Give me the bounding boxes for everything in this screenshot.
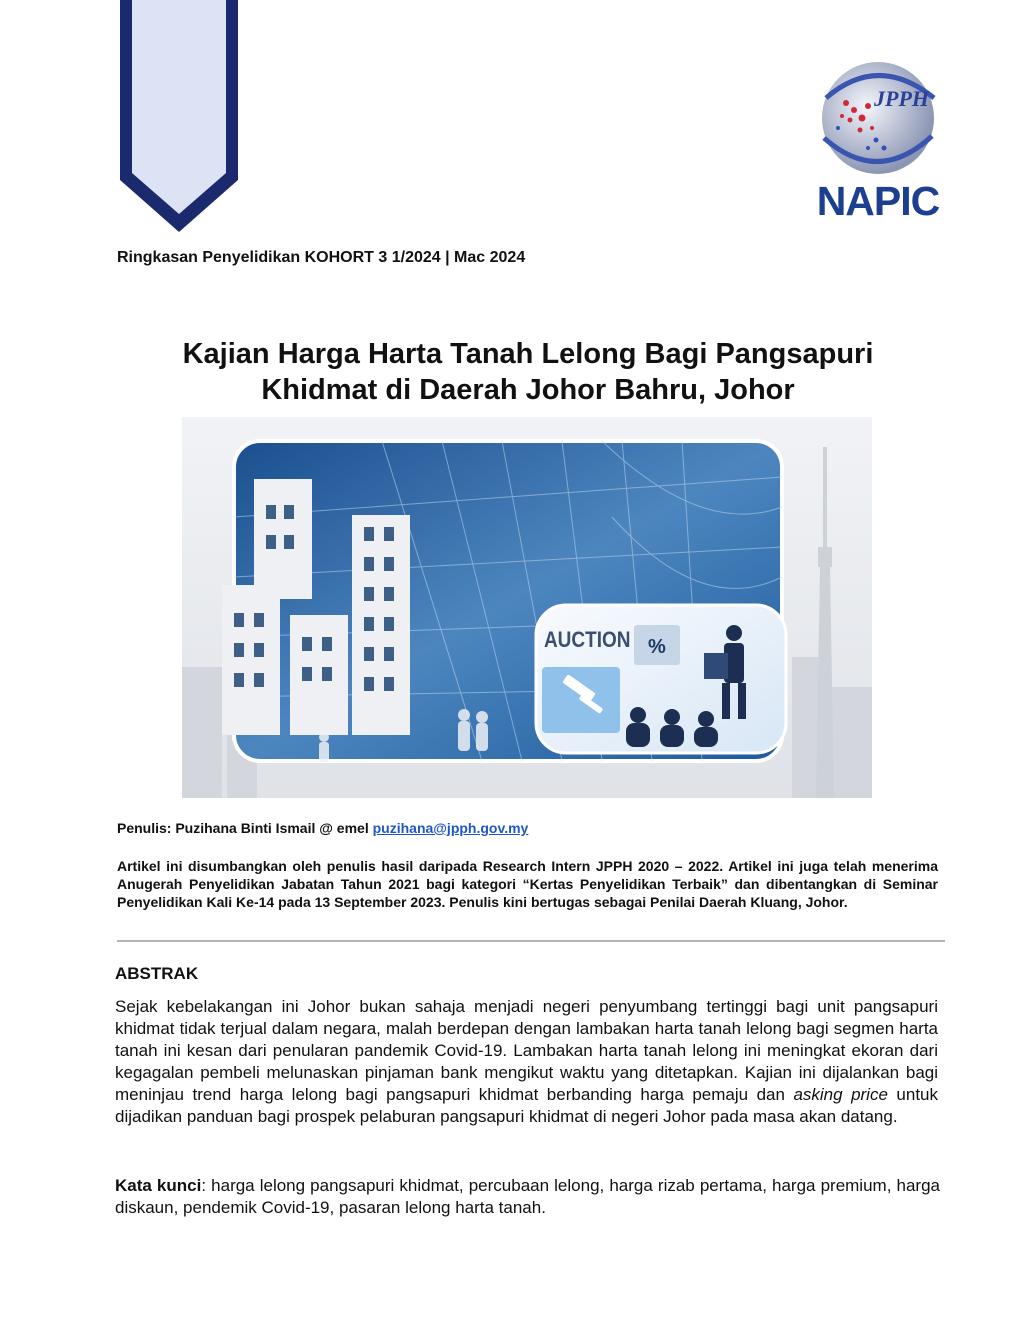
abstract-text-part-1: Sejak kebelakangan ini Johor bukan sahaja menjadi negeri penyumbang tertinggi bagi unit pangsapuri khidmat tidak terjual dalam negara, malah berdepan dengan lambakan harta tanah lelong bagi segmen harta tanah ini kesan dari penularan pandemik Covid-19. Lambakan harta tanah lelong ini meningkat ekoran dari kegagalan pembeli melunaskan pinjaman bank mengikut waktu yang ditetapkan. Kajian ini dijalankan bagi meninjau trend harga lelong bagi pangsapuri khidmat berbanding harga pemaju dan (115, 997, 938, 1104)
logo-badge-text: JPPH (874, 86, 929, 111)
napic-logo (808, 58, 948, 223)
abstract-heading: ABSTRAK (115, 964, 199, 983)
auction-label: AUCTION (543, 627, 631, 653)
article-note: Artikel ini disumbangkan oleh penulis hasil daripada Research Intern JPPH 2020 – 2022. Artikel ini juga telah menerima Anugerah Penyelidikan Jabatan Tahun 2021 bagi kategori “Kertas Penyelidikan Terbaik” dan dibentangkan di Seminar Penyelidikan Kali Ke-14 pada 13 September 2023. Penulis kini bertugas sebagai Penilai Daerah Kluang, Johor. (117, 858, 938, 910)
author-line (117, 820, 528, 836)
abstract-text-part-2: untuk dijadikan panduan bagi prospek pelaburan pangsapuri khidmat di negeri Johor pada masa akan datang. (115, 1085, 938, 1126)
page-title (110, 336, 946, 408)
svg-text:%: % (648, 636, 666, 658)
section-divider (117, 940, 945, 942)
keywords-label: Kata kunci (115, 1176, 202, 1195)
jpph-globe-icon (816, 58, 940, 178)
title-line-2: Khidmat di Daerah Johor Bahru, Johor (261, 374, 795, 406)
keywords (115, 1175, 940, 1219)
logo-name: NAPIC (816, 178, 940, 224)
hero-illustration (182, 417, 872, 798)
abstract-italic-term: asking price (793, 1085, 888, 1104)
keywords-text: : harga lelong pangsapuri khidmat, percubaan lelong, harga rizab pertama, harga premium, harga diskaun, pendemik Covid-19, pasaran lelong harta tanah. (115, 1176, 940, 1217)
author-email-link[interactable]: puzihana@jpph.gov.my (372, 820, 529, 836)
abstract-text (115, 996, 938, 1128)
author-name: Penulis: Puzihana Binti Ismail @ emel (117, 820, 373, 836)
series-line: Ringkasan Penyelidikan KOHORT 3 1/2024 | Mac 2024 (117, 249, 526, 266)
title-line-1: Kajian Harga Harta Tanah Lelong Bagi Pangsapuri (182, 338, 874, 370)
bookmark-ribbon (118, 0, 240, 235)
audience-icon (626, 707, 718, 747)
